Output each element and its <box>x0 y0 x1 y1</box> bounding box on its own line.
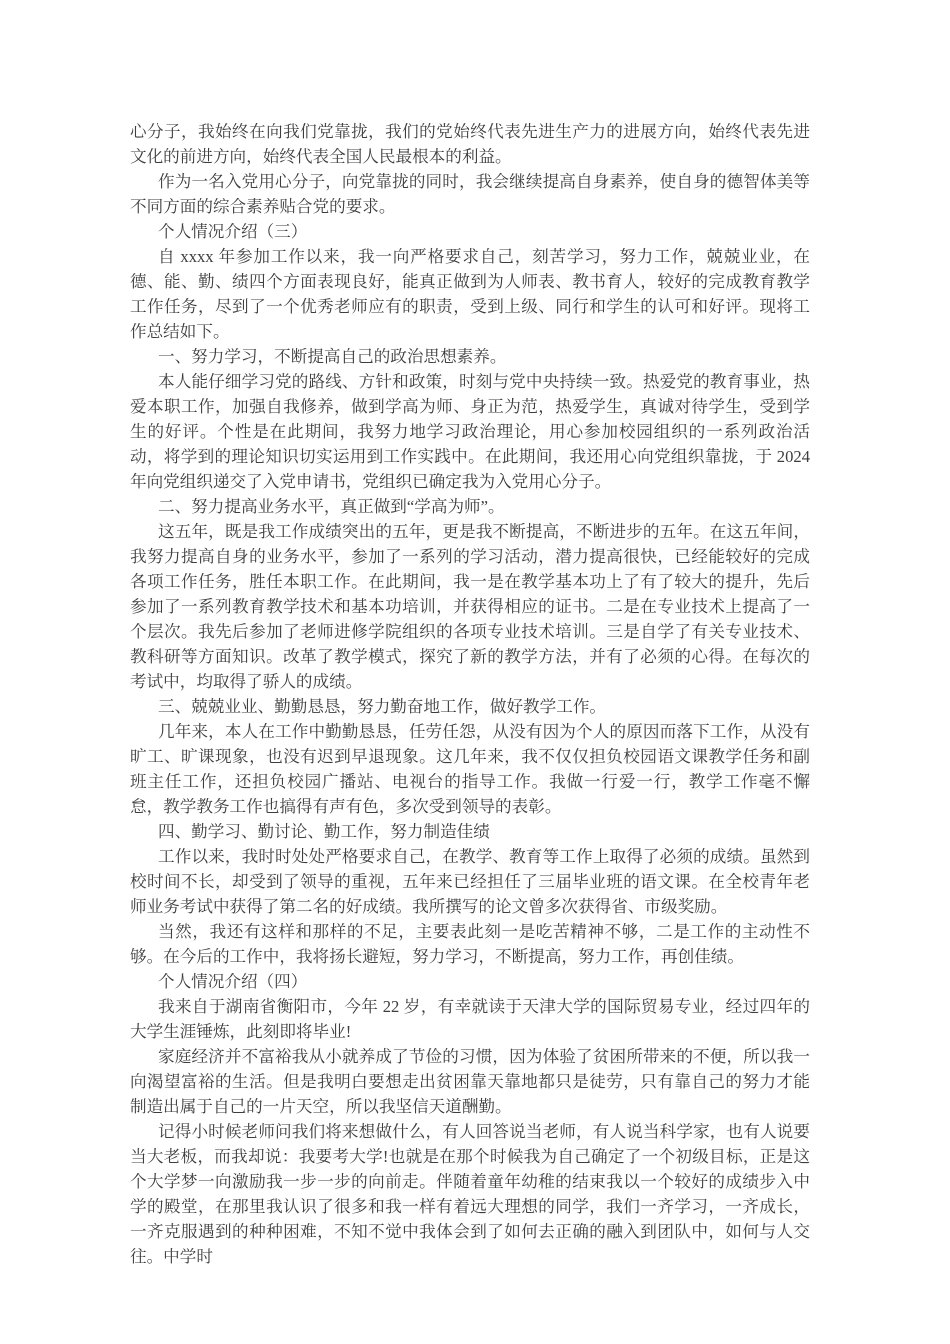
section-title: 个人情况介绍（四） <box>158 972 308 991</box>
paragraph: 作为一名入党用心分子，向党靠拢的同时，我会继续提高自身素养，使自身的德智体美等不同方面的综合素养贴合党的要求。 <box>130 172 810 216</box>
document-body <box>130 119 810 1269</box>
paragraph: 当然，我还有这样和那样的不足，主要表此刻一是吃苦精神不够，二是工作的主动性不够。在今后的工作中，我将扬长避短，努力学习，不断提高，努力工作，再创佳绩。 <box>130 922 810 966</box>
paragraph: 工作以来，我时时处处严格要求自己，在教学、教育等工作上取得了必须的成绩。虽然到校时间不长，却受到了领导的重视，五年来已经担任了三届毕业班的语文课。在全校青年老师业务考试中获得了第二名的好成绩。我所撰写的论文曾多次获得省、市级奖励。 <box>130 847 810 916</box>
paragraph: 记得小时候老师问我们将来想做什么，有人回答说当老师，有人说当科学家，也有人说要当大老板，而我却说：我要考大学!也就是在那个时候我为自己确定了一个初级目标，正是这个大学梦一向激励我一步一步的向前走。伴随着童年幼稚的结束我以一个较好的成绩步入中学的殿堂，在那里我认识了很多和我一样有着远大理想的同学，我们一齐学习，一齐成长，一齐克服遇到的种种困难，不知不觉中我体会到了如何去正确的融入到团队中，如何与人交往。中学时 <box>130 1122 810 1266</box>
section-title: 个人情况介绍（三） <box>158 222 308 241</box>
paragraph: 本人能仔细学习党的路线、方针和政策，时刻与党中央持续一致。热爱党的教育事业，热爱本职工作，加强自我修养，做到学高为师、身正为范，热爱学生，真诚对待学生，受到学生的好评。个性是在此期间，我努力地学习政治理论，用心参加校园组织的一系列政治活动，将学到的理论知识切实运用到工作实践中。在此期间，我还用心向党组织靠拢，于 2024 年向党组织递交了入党申请书，党组织已确定我为入党用心分子。 <box>130 372 810 491</box>
paragraph: 三、兢兢业业、勤勤恳恳，努力勤奋地工作，做好教学工作。 <box>158 697 607 716</box>
paragraph: 自 xxxx 年参加工作以来，我一向严格要求自己，刻苦学习，努力工作，兢兢业业，在德、能、勤、绩四个方面表现良好，能真正做到为人师表、教书育人，较好的完成教育教学工作任务，尽到了一个优秀老师应有的职责，受到上级、同行和学生的认可和好评。现将工作总结如下。 <box>130 247 810 341</box>
paragraph: 四、勤学习、勤讨论、勤工作，努力制造佳绩 <box>158 822 490 841</box>
paragraph: 一、努力学习，不断提高自己的政治思想素养。 <box>158 347 507 366</box>
paragraph: 这五年，既是我工作成绩突出的五年，更是我不断提高，不断进步的五年。在这五年间，我努力提高自身的业务水平，参加了一系列的学习活动，潜力提高很快，已经能较好的完成各项工作任务，胜任本职工作。在此期间，我一是在教学基本功上了有了较大的提升，先后参加了一系列教育教学技术和基本功培训，并获得相应的证书。二是在专业技术上提高了一个层次。我先后参加了老师进修学院组织的各项专业技术培训。三是自学了有关专业技术、教科研等方面知识。改革了教学模式，探究了新的教学方法，并有了必须的心得。在每次的考试中，均取得了骄人的成绩。 <box>130 522 810 691</box>
paragraph: 我来自于湖南省衡阳市，今年 22 岁，有幸就读于天津大学的国际贸易专业，经过四年的大学生涯锤炼，此刻即将毕业! <box>130 997 810 1041</box>
paragraph: 心分子，我始终在向我们党靠拢，我们的党始终代表先进生产力的进展方向，始终代表先进文化的前进方向，始终代表全国人民最根本的利益。 <box>130 122 810 166</box>
paragraph: 二、努力提高业务水平，真正做到“学高为师”。 <box>158 497 505 516</box>
paragraph: 家庭经济并不富裕我从小就养成了节俭的习惯，因为体验了贫困所带来的不便，所以我一向渴望富裕的生活。但是我明白要想走出贫困靠天靠地都只是徒劳，只有靠自己的努力才能制造出属于自己的一片天空，所以我坚信天道酬勤。 <box>130 1047 810 1116</box>
paragraph: 几年来，本人在工作中勤勤恳恳，任劳任怨，从没有因为个人的原因而落下工作，从没有旷工、旷课现象，也没有迟到早退现象。这几年来，我不仅仅担负校园语文课教学任务和副班主任工作，还担负校园广播站、电视台的指导工作。我做一行爱一行，教学工作毫不懈怠，教学教务工作也搞得有声有色，多次受到领导的表彰。 <box>130 722 810 816</box>
